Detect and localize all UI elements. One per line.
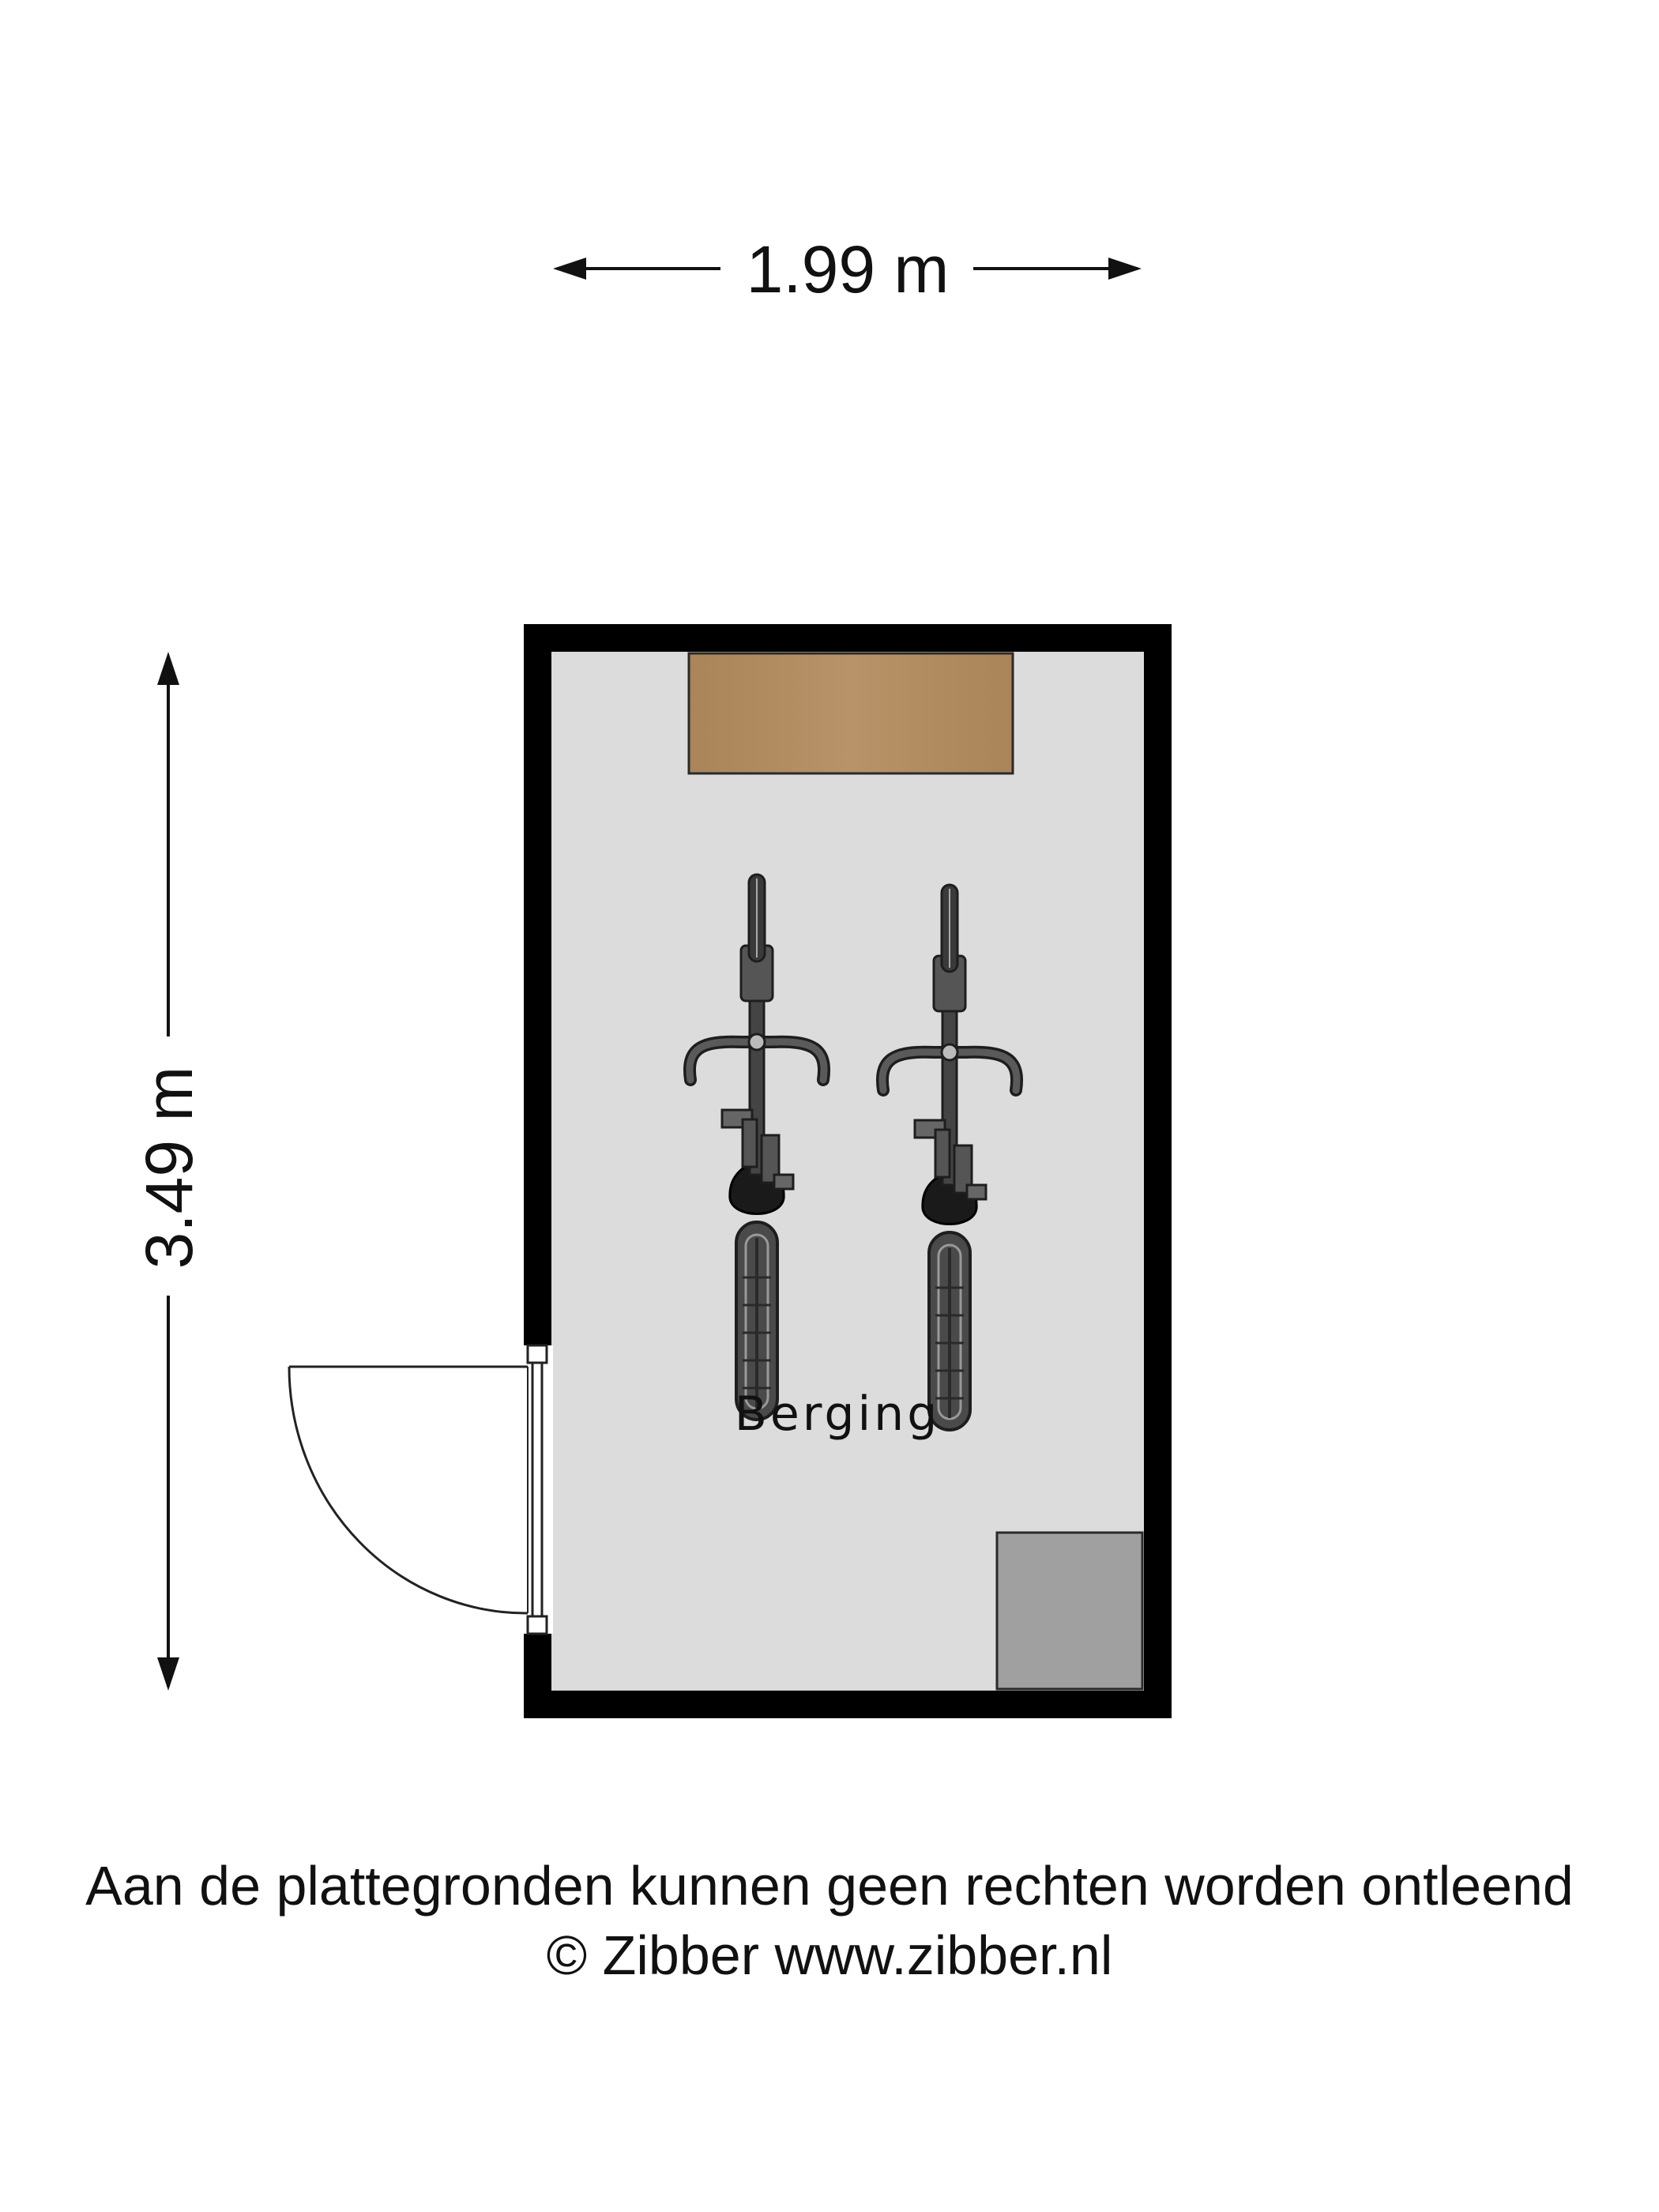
room-label: Berging [734, 1386, 941, 1442]
door-frame-bottom [528, 1616, 547, 1634]
arrow-up-icon [157, 652, 179, 685]
utility-block [997, 1533, 1142, 1689]
width-dimension [553, 232, 1142, 307]
copyright-text: © Zibber www.zibber.nl [546, 1924, 1113, 1986]
arrow-down-icon [157, 1657, 179, 1691]
height-dimension-label: 3.49 m [132, 1066, 206, 1270]
disclaimer-text: Aan de plattegronden kunnen geen rechten worden ontleend [85, 1855, 1574, 1917]
width-dimension-label: 1.99 m [746, 232, 950, 307]
door-frame-top [528, 1345, 547, 1363]
arrow-left-icon [553, 258, 586, 280]
room-berging [289, 624, 1172, 1718]
door-opening [521, 1345, 553, 1634]
arrow-right-icon [1108, 258, 1142, 280]
height-dimension [132, 652, 206, 1691]
door-swing-icon [289, 1367, 528, 1613]
cabinet [689, 653, 1013, 773]
